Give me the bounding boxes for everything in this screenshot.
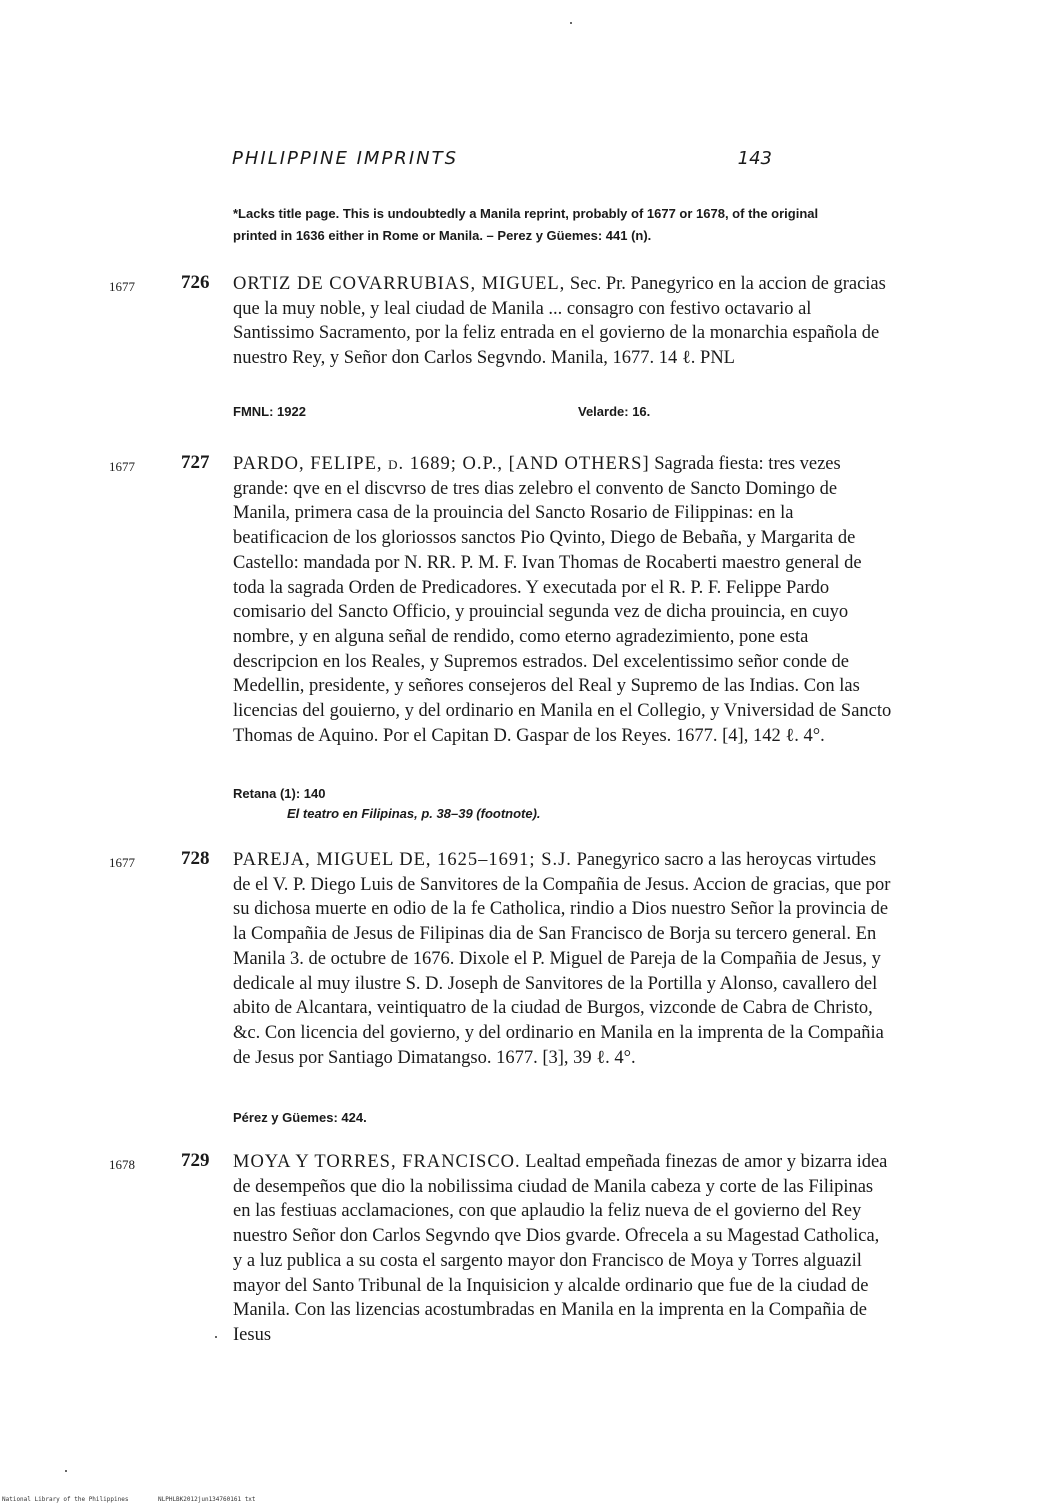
entry-number: 729 (181, 1150, 210, 1171)
scan-footer (2, 1496, 256, 1503)
reference: Velarde: 16. (578, 404, 651, 419)
scan-speck (215, 1336, 217, 1338)
entry-text: Panegyrico sacro a las heroycas virtudes de el V. P. Diego Luis de Sanvitores de la Compañia de Jesus. Accion de gracias, que por su dichosa muerte en odio de la fe Catholica, rindio a Dios nuestro Señor la provincia de la Compañia de Jesus de Filipinas dia de San Francisco de Borja su tercero general. En Manila 3. de octubre de 1676. Dixole el P. Miguel de Pareja de la Compañia de Jesus, y dedicale al muy ilustre S. D. Joseph de Sanvitores de la Portilla y Alonso, cavallero del abito de Alcantara, veintiquatro de la ciudad de Burgos, vizconde de Cabra de Christo, &c. Con licencia del govierno, y del ordinario en Manila en la imprenta de la Compañia de Jesus por Santiago Dimatangso. 1677. [3], 39 ℓ. 4°. (233, 850, 891, 1068)
running-head (232, 148, 772, 169)
entry-number: 726 (181, 272, 210, 293)
page-number: 143 (737, 148, 772, 169)
footer-reference: NLPHLBK2012jun134760161 txt (158, 1496, 256, 1503)
entry-body (233, 1150, 893, 1348)
entry-year: 1677 (109, 279, 135, 294)
entry-year: 1678 (109, 1157, 135, 1172)
entry-heading: PAREJA, MIGUEL DE, 1625–1691; S.J. (233, 850, 572, 870)
reference: Pérez y Güemes: 424. (233, 1110, 367, 1125)
entry-body (233, 848, 893, 1070)
entry-year: 1677 (109, 459, 135, 474)
reference: El teatro en Filipinas, p. 38–39 (footnote). (287, 806, 541, 821)
entry-references (233, 784, 833, 824)
entry-references (233, 1108, 833, 1128)
entry-year: 1677 (109, 855, 135, 870)
footer-library: National Library of the Philippines (2, 1496, 129, 1503)
entry-heading: ORTIZ DE COVARRUBIAS, MIGUEL, (233, 274, 566, 294)
entry-number: 728 (181, 848, 210, 869)
scan-speck (65, 1470, 67, 1472)
entry-references (233, 402, 833, 422)
entry-text: Lealtad empeñada finezas de amor y bizarra idea de desempeños que dio la nobilissima ciudad de Manila cabeza y corte de las Filipinas en las festiuas acclamaciones, con que aplaudio la feliz nueva de el govierno del Rey nuestro Señor don Carlos Segvndo qve Dios gvarde. Ofrecela a su Magestad Catholica, y a luz publica a su costa el sargento mayor don Francisco de Moya y Torres alguazil mayor del Santo Tribunal de la Inquisicion y alcalde ordinario que fue de la ciudad de Manila. Con las lizencias acostumbradas en Manila en la imprenta en la Compañia de Iesus (233, 1152, 888, 1345)
entry-text: Sec. Pr. Panegyrico en la accion de gracias que la muy noble, y leal ciudad de Manila ... consagro con festivo octavario al Santissimo Sacramento, por la feliz entrada en el govierno de la monarchia española de nuestro Rey, y Señor don Carlos Segvndo. Manila, 1677. 14 ℓ. PNL (233, 274, 886, 369)
footnote-lacks-title: *Lacks title page. This is undoubtedly a Manila reprint, probably of 1677 or 1678, of the original printed in 1636 either in Rome or Manila. – Perez y Güemes: 441 (n). (233, 206, 819, 243)
running-head-title: PHILIPPINE IMPRINTS (232, 148, 459, 169)
entry-heading: PARDO, FELIPE, d. 1689; O.P., [AND OTHERS] (233, 454, 650, 474)
entry-number: 727 (181, 452, 210, 473)
reference: FMNL: 1922 (233, 404, 306, 419)
reference: Retana (1): 140 (233, 786, 326, 801)
entry-body (233, 272, 893, 371)
entry-text: Sagrada fiesta: tres vezes grande: qve en el discvrso de tres dias zelebro el convento de Sancto Domingo de Manila, primera casa de la prouincia del Sancto Rosario de Filippinas: en la beatificacion de los gloriossos sanctos Pio Qvinto, Diego de Bebaña, y Margarita de Castello: mandada por N. RR. P. M. F. Ivan Thomas de Rocaberti maestro general de toda la sagrada Orden de Predicadores. Y executada por el R. P. F. Felippe Pardo comisario del Sancto Officio, y prouincial segunda vez de dicha prouincia, en cuyo nombre, y en alguna señal de rendido, como eterno agradezimiento, pone esta descripcion en los Reales, y Supremos estrados. Del excelentissimo señor conde de Medellin, presidente, y señores consejeros del Real y Supremo de las Indias. Con las licencias del gouierno, y del ordinario en Manila en el Collegio, y Vniversidad de Sancto Thomas de Aquino. Por el Capitan D. Gaspar de los Reyes. 1677. [4], 142 ℓ. 4°. (233, 454, 892, 746)
entry-heading: MOYA Y TORRES, FRANCISCO. (233, 1152, 521, 1172)
scan-speck (570, 22, 572, 24)
entry-body (233, 452, 893, 748)
